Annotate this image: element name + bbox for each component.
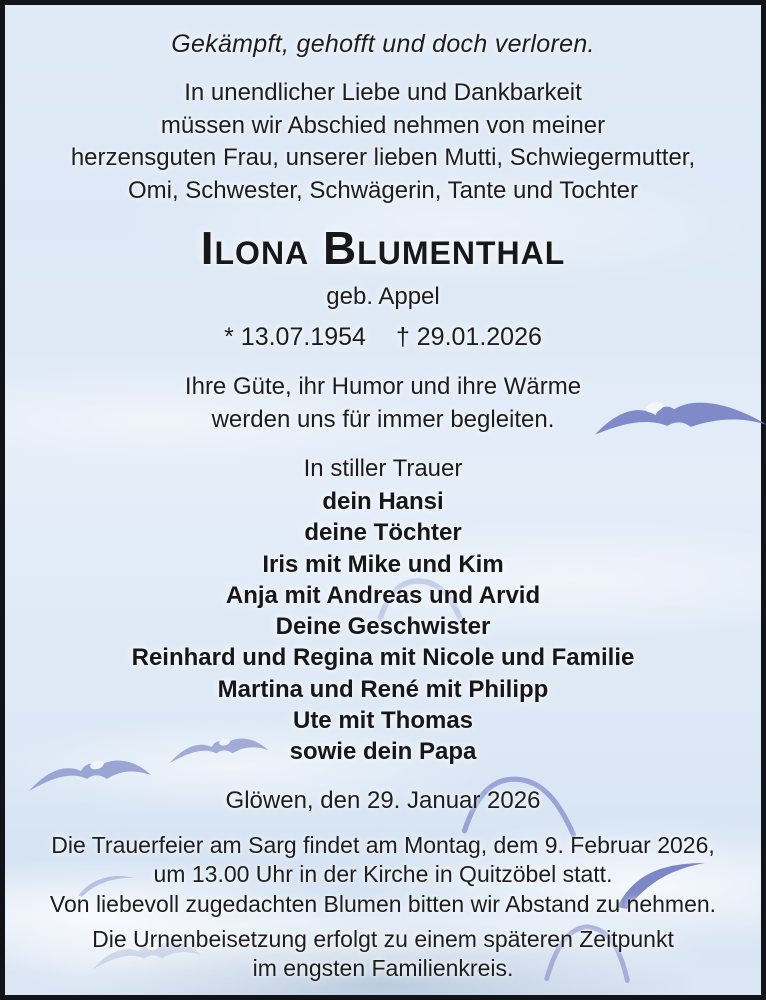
urn-line: im engsten Familienkreis. — [252, 954, 514, 981]
maiden-name: geb. Appel — [326, 283, 440, 310]
funeral-line: Von liebevoll zugedachten Blumen bitten wir Abstand zu nehmen. — [49, 890, 717, 917]
intro-line: müssen wir Abschied nehmen von meiner — [160, 111, 606, 139]
mourner-line: Iris mit Mike und Kim — [262, 550, 504, 578]
death-date: † 29.01.2026 — [395, 323, 542, 351]
mourner-line: dein Hansi — [322, 488, 444, 515]
epigraph: Gekämpft, gehofft und doch verloren. — [171, 30, 595, 58]
mourning-header: In stiller Trauer — [303, 455, 463, 482]
tribute-paragraph — [5, 370, 761, 436]
urn-line: Die Urnenbeisetzung erfolgt zu einem späteren Zeitpunkt — [92, 926, 674, 952]
intro-line: In unendlicher Liebe und Dankbarkeit — [184, 79, 582, 106]
intro-paragraph — [5, 77, 761, 207]
intro-line: Omi, Schwester, Schwägerin, Tante und Tochter — [127, 176, 639, 204]
tribute-line: Ihre Güte, ihr Humor und ihre Wärme — [184, 373, 582, 400]
mourner-line: Martina und René mit Philipp — [217, 675, 549, 703]
funeral-line: Die Trauerfeier am Sarg findet am Montag, dem 9. Februar 2026, — [51, 832, 715, 858]
urn-info — [5, 925, 761, 982]
intro-line: herzensguten Frau, unserer lieben Mutti, Schwiegermutter, — [70, 144, 696, 171]
mourner-line: deine Töchter — [304, 519, 462, 547]
mourner-line: sowie dein Papa — [289, 738, 477, 766]
funeral-info — [5, 831, 761, 919]
mourners-list — [5, 486, 761, 768]
deceased-name: Ilona Blumenthal — [200, 222, 566, 274]
tribute-line: werden uns für immer begleiten. — [211, 406, 555, 433]
mourner-line: Reinhard und Regina mit Nicole und Familie — [131, 644, 635, 672]
birth-date: * 13.07.1954 — [224, 323, 366, 351]
funeral-line: um 13.00 Uhr in der Kirche in Quitzöbel statt. — [153, 861, 613, 888]
mourner-line: Ute mit Thomas — [292, 707, 474, 735]
place-dateline: Glöwen, den 29. Januar 2026 — [225, 787, 541, 814]
mourner-line: Anja mit Andreas und Arvid — [225, 581, 541, 609]
mourner-line: Deine Geschwister — [275, 613, 491, 641]
life-dates — [5, 323, 761, 352]
